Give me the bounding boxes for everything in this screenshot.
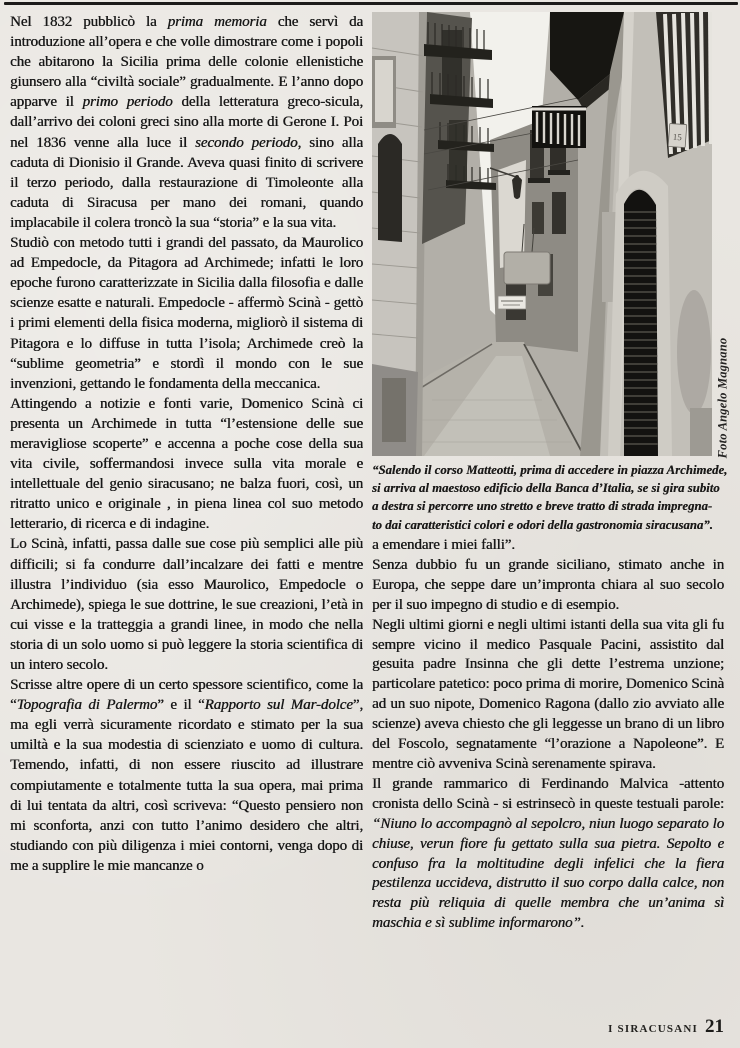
right-text-column (372, 536, 724, 1018)
small-street-sign (498, 296, 526, 309)
white-balustrade (532, 106, 586, 148)
photo-caption (372, 461, 740, 536)
paragraph: a emendare i miei falli”. (372, 537, 515, 553)
top-rule (4, 2, 738, 5)
portal-arch (608, 171, 672, 456)
caption-line: a destra si percorre uno stretto e breve tratto di strada impregna- (372, 499, 713, 514)
magazine-title: I SIRACUSANI (608, 1023, 698, 1035)
alley-photo-illustration (372, 12, 712, 456)
page-number: 21 (705, 1016, 724, 1037)
left-text-column (10, 12, 363, 1017)
paragraph: Studiò con metodo tutti i grandi del passato, da Maurolico ad Empedocle, da Pitagora ad Archimede; infatti le loro epoche furono caratterizzate in Sicilia dalla filosofia e dalle scienze esatte e naturali. Empedocle - affermò Scinà - gettò i primi elementi della fisica moderna, migliorò il sistema di Pitagora e lo diffuse in tutta l’isola; Archimede creò la “sublime geometria” e stordì il mondo con le sue invenzioni, gettando le fondamenta della meccanica. (10, 235, 363, 392)
house-number: 15 (672, 131, 683, 143)
left-doorway-arch (378, 134, 402, 242)
caption-line: si arriva al maestoso edificio della Banca d’Italia, se si gira subito (372, 481, 720, 496)
alley-photo (372, 12, 712, 456)
photo-credit: Foto Angelo Magnano (715, 337, 730, 459)
caption-line: to dai caratteristici colori e odori della gastronomia siracusana”. (372, 517, 713, 532)
paragraph: Negli ultimi giorni e negli ultimi istanti della sua vita gli fu sempre vicino il medico Pasquale Pacini, assistito dal gesuita padre Insinna che gli dette l’estrema unzione; particolare patetico: poco prima di morire, Domenico Scinà ad un suo nipote, Domenico Ragona (dallo zio avviato alle scienze) aveva chiesto che gli leggesse un brano di un libro del Foscolo, segnatamente “l’orazione a Napoleone”. E mentre ciò avveniva Scinà serenamente spirava. (372, 616, 724, 772)
paragraph: Il grande rammarico di Ferdinando Malvica -attento cronista dello Scinà - si estrinsecò in queste testuali parole: “Niuno lo accompagnò al sepolcro, niun luogo separato lo chiuse, verun fiore fu gettato sulla sua pietra. Sepolto e confuso fra la moltitudine degli infelici che la fiera pestilenza uccideva, distrutto il suo corpo dalla calce, non resta più reliquia di quelle membra che un’anima sì maschia e sì sublime informarono”. (372, 775, 724, 932)
left-building (372, 12, 427, 456)
page-footer (608, 1016, 724, 1038)
paragraph: Attingendo a notizie e fonti varie, Domenico Scinà ci presenta un Archimede in tutta “l’estensione delle sue meravigliose scoperte” e accenna a poche cose della sua vita civile, soffermandosi invece sulla vita morale e intellettuale del genio siracusano; ne balza fuori, così, un ritratto unico e originale , in piena linea col suo metodo letterario, di ricerca e di indagine. (10, 395, 363, 533)
paragraph: Nel 1832 pubblicò la prima memoria che servì da introduzione all’opera e che volle dimostrare come i popoli che abitarono la Sicilia prima delle colonie ellenistiche giunsero alla “civiltà sociale” gradualmente. E l’anno dopo apparve il primo periodo della letteratura greco-sicula, dall’arrivo dei coloni greci sino alla morte di Gerone I. Poi nel 1836 venne alla luce il secondo periodo, sino alla caduta di Dionisio il Grande. Aveva quasi finito di scrivere il terzo periodo, dalla restaurazione di Timoleonte alla caduta di Siracusa per mano dei romani, quando implacabile il colera troncò la sua “storia” e la sua vita. (10, 14, 363, 231)
paragraph: Scrisse altre opere di un certo spessore scientifico, come la “Topografia di Palermo” e il “Rapporto sul Mar-dolce”, ma egli verrà sicuramente ricordato e stimato per la sua umiltà e la sua modestia di scienziato e uomo di cultura. Temendo, infatti, di non essere riuscito ad illustrare compiutamente e totalmente tutta la sua opera, mai prima di lui tentata da altri, così scriveva: “Questo pensiero non mi sconforta, anzi con tutto l’animo desidero che altri, studiando con più diligenza i miei contorni, venga dopo di me a supplire le mie mancanze o (10, 677, 363, 874)
house-number-plaque (668, 123, 687, 147)
paragraph: Senza dubbio fu un grande siciliano, stimato anche in Europa, che seppe dare un’impronta chiara al suo secolo per il suo impegno di studio e di esempio. (372, 556, 724, 613)
caption-line: “Salendo il corso Matteotti, prima di accedere in piazza Archimede, (372, 463, 728, 477)
paragraph: Lo Scinà, infatti, passa dalle sue cose più semplici alle più difficili; si fa condurre dall’incalzare dei fatti e mentre illustra l’individuo (sia esso Maurolico, Empedocle o Archimede), spiega le sue dottrine, le sue creazioni, l’età in cui visse e la tratteggia a grandi linee, in modo che nella storia di un solo uomo si può leggere la storia scientifica di un intero secolo. (10, 536, 363, 673)
